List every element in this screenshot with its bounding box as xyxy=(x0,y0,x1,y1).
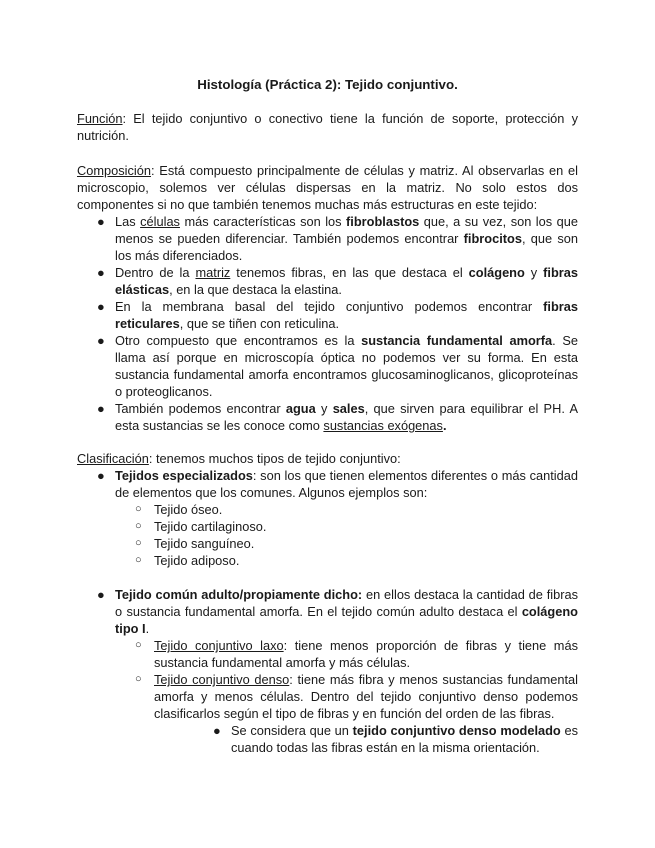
composicion-intro-text: : Está compuesto principalmente de células y matriz. Al observarlas en el microscopio, solemos ver células dispersas en la matriz. No solo estos dos componentes si no que también tenemos muchas más estructuras en este tejido: xyxy=(77,163,578,212)
example-item: ○ Tejido cartilaginoso. xyxy=(135,519,267,534)
bullet-disc-icon: ● xyxy=(97,468,105,483)
list-item: ● Otro compuesto que encontramos es la sustancia fundamental amorfa. Se llama así porque en microscopía óptica no podemos ver su forma. En esta sustancia fundamental amorfa encontramos glucosaminoglicanos, glicoproteínas o proteoglicanos. xyxy=(97,333,578,399)
list-item: ● En la membrana basal del tejido conjuntivo podemos encontrar fibras reticulares, que se tiñen con reticulina. xyxy=(97,299,578,331)
list-item: ● Tejidos especializados: son los que tienen elementos diferentes o más cantidad de elementos que los comunes. Algunos ejemplos son: xyxy=(97,468,578,500)
bullet-circle-icon: ○ xyxy=(135,537,142,549)
funcion-text: : El tejido conjuntivo o conectivo tiene la función de soporte, protección y nutrición. xyxy=(77,111,578,143)
list-item: ● Las células más características son los fibroblastos que, a su vez, son los que menos se pueden diferenciar. También podemos encontrar fibrocitos, que son los más diferenciados. xyxy=(97,214,578,263)
clasificacion-label: Clasificación xyxy=(77,451,149,466)
composicion-list xyxy=(77,213,578,434)
bullet-circle-icon: ○ xyxy=(135,554,142,566)
clasificacion-section xyxy=(77,450,578,756)
example-item: ○ Tejido sanguíneo. xyxy=(135,536,255,551)
spacer xyxy=(77,569,578,586)
bullet-circle-icon: ○ xyxy=(135,503,142,515)
bullet-disc-icon: ● xyxy=(97,214,105,229)
funcion-section xyxy=(77,110,578,144)
composicion-intro xyxy=(77,162,578,213)
bullet-disc-icon: ● xyxy=(97,587,105,602)
example-item: ○ Tejido adiposo. xyxy=(135,553,240,568)
clasificacion-intro xyxy=(77,450,578,467)
example-item: ○ Tejido óseo. xyxy=(135,502,223,517)
bullet-disc-icon: ● xyxy=(97,299,105,314)
clasificacion-list xyxy=(77,467,578,569)
composicion-section xyxy=(77,162,578,434)
bullet-disc-icon: ● xyxy=(213,723,221,738)
funcion-paragraph xyxy=(77,110,578,144)
clasificacion-intro-text: : tenemos muchos tipos de tejido conjuntivo: xyxy=(148,451,401,466)
comun-list xyxy=(77,586,578,756)
bullet-disc-icon: ● xyxy=(97,265,105,280)
list-item: ● Tejido común adulto/propiamente dicho: en ellos destaca la cantidad de fibras o sustancia fundamental amorfa. En el tejido común adulto destaca el colágeno tipo I. xyxy=(97,587,578,636)
list-item: ● También podemos encontrar agua y sales, que sirven para equilibrar el PH. A esta sustancias se les conoce como sustancias exógenas. xyxy=(97,401,578,433)
bullet-disc-icon: ● xyxy=(97,401,105,416)
bullet-circle-icon: ○ xyxy=(135,673,142,685)
funcion-label: Función xyxy=(77,111,123,126)
subtype-item: ○ Tejido conjuntivo denso: tiene más fibra y menos sustancias fundamental amorfa y menos células. Dentro del tejido conjuntivo denso podemos clasificarlos según el tipo de fibras y en función del orden de las fibras. xyxy=(135,672,578,721)
document-title: Histología (Práctica 2): Tejido conjuntivo. xyxy=(197,77,458,92)
subtype-item: ○ Tejido conjuntivo laxo: tiene menos proporción de fibras y tiene más sustancia fundamental amorfa y más células. xyxy=(135,638,578,670)
list-item: ● Dentro de la matriz tenemos fibras, en las que destaca el colágeno y fibras elásticas, en la que destaca la elastina. xyxy=(97,265,578,297)
subsubtype-item: ● Se considera que un tejido conjuntivo denso modelado es cuando todas las fibras están en la misma orientación. xyxy=(213,723,578,755)
bullet-disc-icon: ● xyxy=(97,333,105,348)
composicion-label: Composición xyxy=(77,163,151,178)
bullet-circle-icon: ○ xyxy=(135,639,142,651)
bullet-circle-icon: ○ xyxy=(135,520,142,532)
